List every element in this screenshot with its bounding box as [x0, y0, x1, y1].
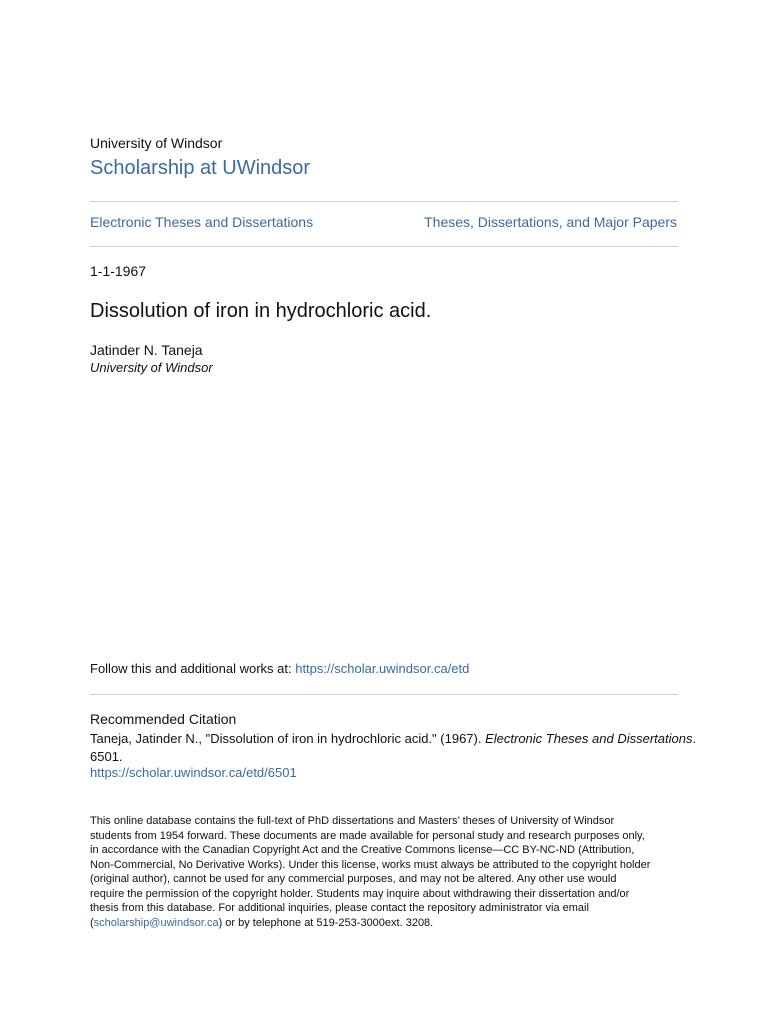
notice-line: thesis from this database. For additional inquiries, please contact the repository administrator via email: [90, 902, 589, 914]
notice-line-contact: [90, 916, 680, 931]
citation-series: Electronic Theses and Dissertations: [485, 731, 693, 746]
follow-url-link[interactable]: https://scholar.uwindsor.ca/etd: [295, 661, 470, 676]
document-title: Dissolution of iron in hydrochloric acid.: [90, 300, 432, 322]
follow-line: [90, 661, 469, 676]
notice-line: Non-Commercial, No Derivative Works). Under this license, works must always be attributed to the copyright holder: [90, 858, 651, 871]
notice-line: This online database contains the full-text of PhD dissertations and Masters’ theses of University of Windsor: [90, 815, 615, 827]
citation-body: Taneja, Jatinder N., "Dissolution of iron in hydrochloric acid." (1967).: [90, 731, 486, 746]
series-link-theses[interactable]: Theses, Dissertations, and Major Papers: [424, 214, 677, 230]
divider-series: [90, 246, 678, 247]
repository-link[interactable]: Scholarship at UWindsor: [90, 157, 311, 179]
publication-date: 1-1-1967: [90, 263, 147, 279]
series-link-etd[interactable]: Electronic Theses and Dissertations: [90, 214, 314, 230]
author-name: Jatinder N. Taneja: [90, 342, 203, 358]
citation-number: 6501.: [90, 749, 123, 764]
notice-line: in accordance with the Canadian Copyright Act and the Creative Commons license—CC BY-NC-ND (Attribution,: [90, 844, 635, 856]
divider-citation: [90, 694, 678, 695]
citation-text: [90, 731, 696, 746]
notice-line: require the permission of the copyright holder. Students may inquire about withdrawing their dissertation and/or: [90, 887, 630, 900]
author-affiliation: University of Windsor: [90, 360, 213, 375]
rights-notice: [90, 814, 680, 930]
notice-line: (original author), cannot be used for any commercial purposes, and may not be altered. Any other use would: [90, 873, 617, 885]
email-link[interactable]: scholarship@uwindsor.ca: [93, 916, 219, 929]
notice-phone-text: ) or by telephone at 519-253-3000ext. 3208.: [218, 916, 434, 929]
citation-heading: Recommended Citation: [90, 711, 237, 727]
follow-text: Follow this and additional works at:: [90, 661, 296, 676]
citation-period: .: [692, 731, 697, 746]
divider-top: [90, 201, 678, 202]
citation-url-link[interactable]: https://scholar.uwindsor.ca/etd/6501: [90, 765, 297, 780]
notice-line: students from 1954 forward. These documents are made available for personal study and research purposes only,: [90, 829, 645, 842]
notice-paren-open: (: [90, 916, 94, 929]
institution-name: University of Windsor: [90, 135, 223, 151]
